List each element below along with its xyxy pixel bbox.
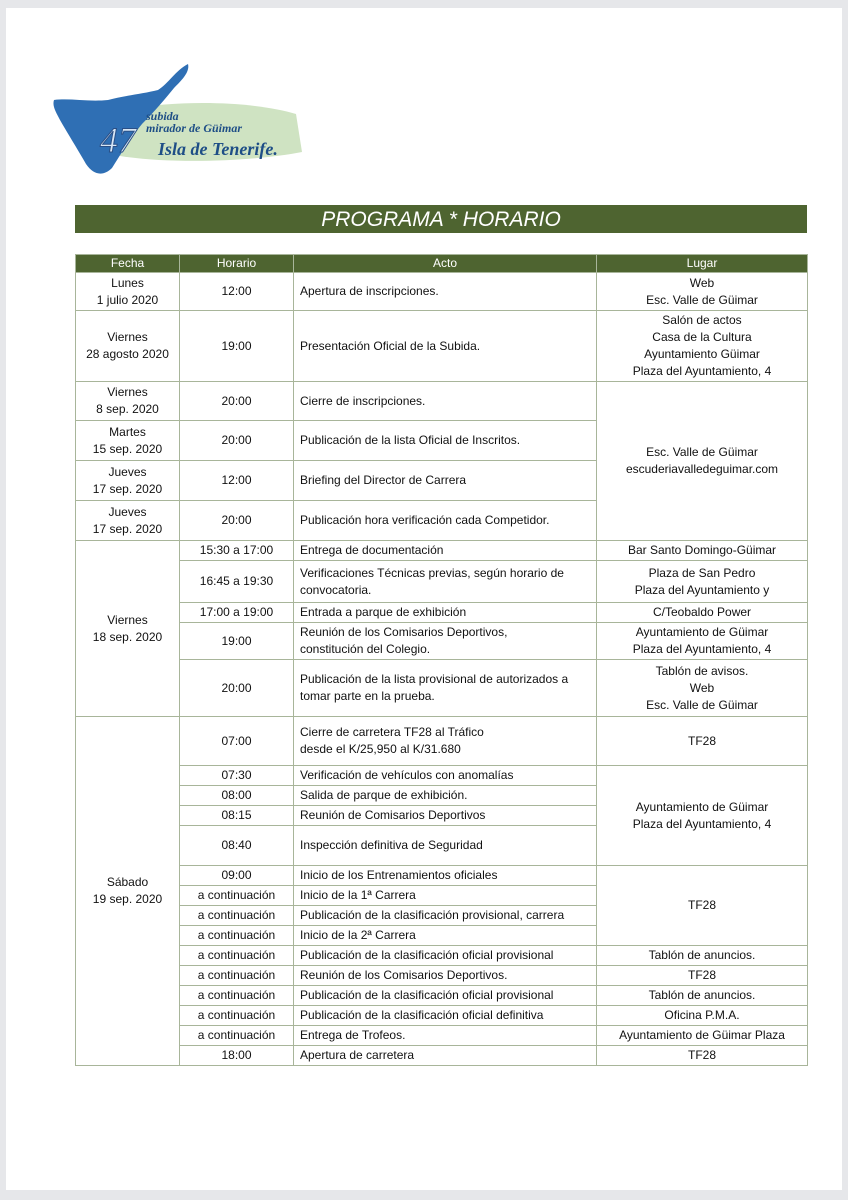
event-logo (50, 58, 310, 182)
lugar-cell: Tablón de anuncios. (597, 986, 808, 1006)
acto-cell: Verificación de vehículos con anomalías (294, 766, 597, 786)
horario-cell: 19:00 (180, 311, 294, 382)
table-row (76, 382, 808, 421)
horario-cell: 12:00 (180, 273, 294, 311)
fecha-cell: Martes 15 sep. 2020 (76, 421, 180, 461)
acto-cell: Cierre de inscripciones. (294, 382, 597, 421)
table-row (76, 660, 808, 717)
acto-cell: Publicación de la lista Oficial de Inscritos. (294, 421, 597, 461)
logo-mirador: mirador de Güimar (146, 121, 243, 135)
header-acto: Acto (294, 255, 597, 273)
fecha-cell: Lunes 1 julio 2020 (76, 273, 180, 311)
horario-cell: a continuación (180, 926, 294, 946)
horario-cell: 17:00 a 19:00 (180, 603, 294, 623)
header-lugar: Lugar (597, 255, 808, 273)
table-row (76, 603, 808, 623)
acto-cell: Entrada a parque de exhibición (294, 603, 597, 623)
table-row (76, 766, 808, 786)
horario-cell: 08:00 (180, 786, 294, 806)
horario-cell: a continuación (180, 946, 294, 966)
lugar-cell: Web Esc. Valle de Güimar (597, 273, 808, 311)
acto-cell: Publicación hora verificación cada Competidor. (294, 501, 597, 541)
schedule-table (75, 254, 808, 1066)
table-row (76, 966, 808, 986)
acto-cell: Apertura de carretera (294, 1046, 597, 1066)
lugar-cell: Salón de actos Casa de la Cultura Ayuntamiento Güimar Plaza del Ayuntamiento, 4 (597, 311, 808, 382)
acto-cell: Inicio de los Entrenamientos oficiales (294, 866, 597, 886)
lugar-cell: Ayuntamiento de Güimar Plaza (597, 1026, 808, 1046)
horario-cell: 09:00 (180, 866, 294, 886)
acto-cell: Publicación de la clasificación oficial provisional (294, 946, 597, 966)
lugar-cell: Plaza de San Pedro Plaza del Ayuntamiento y (597, 561, 808, 603)
fecha-cell: Sábado 19 sep. 2020 (76, 717, 180, 1066)
lugar-cell: Tablón de avisos. Web Esc. Valle de Güimar (597, 660, 808, 717)
horario-cell: a continuación (180, 1026, 294, 1046)
fecha-cell: Viernes 28 agosto 2020 (76, 311, 180, 382)
horario-cell: a continuación (180, 886, 294, 906)
lugar-cell: Oficina P.M.A. (597, 1006, 808, 1026)
table-row (76, 311, 808, 382)
lugar-cell: Ayuntamiento de Güimar Plaza del Ayuntamiento, 4 (597, 766, 808, 866)
logo-subida: subida (146, 109, 179, 123)
lugar-cell: Ayuntamiento de Güimar Plaza del Ayuntamiento, 4 (597, 623, 808, 660)
fecha-cell: Viernes 18 sep. 2020 (76, 541, 180, 717)
acto-cell: Presentación Oficial de la Subida. (294, 311, 597, 382)
acto-cell: Verificaciones Técnicas previas, según horario de convocatoria. (294, 561, 597, 603)
acto-cell: Inicio de la 1ª Carrera (294, 886, 597, 906)
table-row (76, 1006, 808, 1026)
lugar-cell: TF28 (597, 866, 808, 946)
horario-cell: a continuación (180, 966, 294, 986)
acto-cell: Reunión de Comisarios Deportivos (294, 806, 597, 826)
table-row (76, 946, 808, 966)
lugar-cell: Esc. Valle de Güimar escuderiavalledeguimar.com (597, 382, 808, 541)
program-banner: PROGRAMA * HORARIO (75, 205, 807, 233)
horario-cell: 19:00 (180, 623, 294, 660)
horario-cell: 20:00 (180, 501, 294, 541)
table-row (76, 1026, 808, 1046)
table-row (76, 561, 808, 603)
header-horario: Horario (180, 255, 294, 273)
acto-cell: Inicio de la 2ª Carrera (294, 926, 597, 946)
acto-cell: Publicación de la clasificación oficial provisional (294, 986, 597, 1006)
acto-cell: Reunión de los Comisarios Deportivos. (294, 966, 597, 986)
horario-cell: a continuación (180, 906, 294, 926)
horario-cell: 08:15 (180, 806, 294, 826)
horario-cell: 15:30 a 17:00 (180, 541, 294, 561)
acto-cell: Briefing del Director de Carrera (294, 461, 597, 501)
table-row (76, 986, 808, 1006)
horario-cell: 18:00 (180, 1046, 294, 1066)
acto-cell: Inspección definitiva de Seguridad (294, 826, 597, 866)
lugar-cell: Bar Santo Domingo-Güimar (597, 541, 808, 561)
table-row (76, 1046, 808, 1066)
acto-cell: Apertura de inscripciones. (294, 273, 597, 311)
table-row (76, 541, 808, 561)
acto-cell: Salida de parque de exhibición. (294, 786, 597, 806)
acto-cell: Publicación de la lista provisional de autorizados a tomar parte en la prueba. (294, 660, 597, 717)
horario-cell: 20:00 (180, 382, 294, 421)
fecha-cell: Jueves 17 sep. 2020 (76, 501, 180, 541)
lugar-cell: C/Teobaldo Power (597, 603, 808, 623)
acto-cell: Reunión de los Comisarios Deportivos, constitución del Colegio. (294, 623, 597, 660)
horario-cell: 07:00 (180, 717, 294, 766)
table-row (76, 717, 808, 766)
horario-cell: 07:30 (180, 766, 294, 786)
horario-cell: 20:00 (180, 421, 294, 461)
acto-cell: Publicación de la clasificación oficial definitiva (294, 1006, 597, 1026)
lugar-cell: TF28 (597, 966, 808, 986)
lugar-cell: Tablón de anuncios. (597, 946, 808, 966)
logo-isla: Isla de Tenerife. (158, 139, 278, 159)
horario-cell: 20:00 (180, 660, 294, 717)
lugar-cell: TF28 (597, 1046, 808, 1066)
acto-cell: Cierre de carretera TF28 al Tráfico desde el K/25,950 al K/31.680 (294, 717, 597, 766)
fecha-cell: Viernes 8 sep. 2020 (76, 382, 180, 421)
table-row (76, 623, 808, 660)
horario-cell: 16:45 a 19:30 (180, 561, 294, 603)
acto-cell: Entrega de Trofeos. (294, 1026, 597, 1046)
logo-number: 47 (100, 120, 136, 160)
header-fecha: Fecha (76, 255, 180, 273)
table-row (76, 273, 808, 311)
horario-cell: a continuación (180, 986, 294, 1006)
horario-cell: a continuación (180, 1006, 294, 1026)
acto-cell: Entrega de documentación (294, 541, 597, 561)
table-header-row (76, 255, 808, 273)
acto-cell: Publicación de la clasificación provisional, carrera (294, 906, 597, 926)
horario-cell: 08:40 (180, 826, 294, 866)
table-row (76, 866, 808, 886)
fecha-cell: Jueves 17 sep. 2020 (76, 461, 180, 501)
horario-cell: 12:00 (180, 461, 294, 501)
lugar-cell: TF28 (597, 717, 808, 766)
